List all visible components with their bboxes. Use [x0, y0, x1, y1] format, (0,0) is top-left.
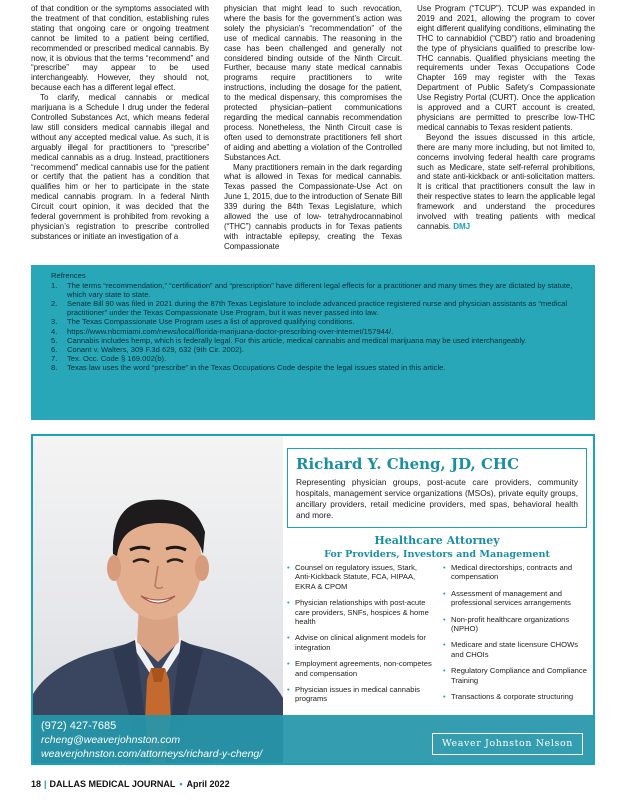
article-column-2 [224, 4, 402, 260]
reference-item [51, 363, 583, 372]
reference-text: Cannabis includes hemp, which is federally legal. For this article, medical cannabis and medical marijuana may be used interchangeably. [67, 335, 527, 345]
email-link[interactable]: rcheng@weaverjohnston.com [41, 734, 181, 746]
attorney-description: Representing physician groups, post-acute care providers, community hospitals, management service organizations (MSOs), private equity groups, ancillary providers, retail medicine providers, med spas, behavioral health and more. [296, 477, 578, 520]
article-column-3 [417, 4, 595, 260]
reference-item [51, 327, 583, 336]
article-columns [31, 4, 595, 260]
attorney-nameplate [287, 448, 587, 528]
attorney-advertisement [31, 434, 595, 765]
reference-number: 5. [51, 335, 58, 345]
reference-item [51, 281, 583, 299]
service-item: • Medical directorships, contracts and compensation [443, 563, 589, 582]
service-item: • Non-profit healthcare organizations (NPHO) [443, 615, 589, 634]
paragraph: physician that might lead to such revocation, where the basis for the government’s action was solely the physician’s “recommendation” of the use of medical cannabis. The reasoning in the case has been challenged and generally not considered binding outside of the Ninth Circuit. Further, because many state medical cannabis programs require practitioners to write instructions, including the dosage for the patient, to the medical dispensary, this compromises the protected physician–patient communications regarding the medical cannabis recommendation process. Nonetheless, the Ninth Circuit case is often used to demonstrate practitioners fell short of aiding and abetting a violation of the Controlled Substances Act. [224, 4, 402, 162]
service-item: • Transactions & corporate structuring [443, 692, 589, 701]
reference-text: Tex. Occ. Code § 169.002(b). [67, 353, 167, 363]
paragraph [417, 133, 595, 232]
reference-text: The Texas Compassionate Use Program uses a list of approved qualifying conditions. [67, 317, 355, 327]
reference-text: Conant v. Walters, 309 F.3d 629, 632 (9th Cir. 2002). [67, 344, 244, 354]
reference-number: 2. [51, 299, 58, 309]
references-box [31, 265, 595, 420]
reference-number: 4. [51, 326, 58, 336]
reference-item [51, 336, 583, 345]
service-item: • Employment agreements, non-competes and compensation [287, 659, 433, 678]
attorney-photo [33, 436, 283, 763]
reference-text: The terms “recommendation,” “certification” and “prescription” have different legal effects for a practitioner and many times they are dictated by statute, which vary state to state. [67, 281, 573, 300]
page-number: 18 [31, 779, 42, 789]
service-item: • Assessment of management and professional services arrangements [443, 589, 589, 608]
contact-bar [33, 715, 593, 763]
firm-logo: Weaver Johnston Nelson [432, 733, 583, 755]
reference-number: 6. [51, 344, 58, 354]
attorney-name: Richard Y. Cheng, JD, CHC [296, 455, 520, 473]
reference-number: 7. [51, 353, 58, 363]
reference-number: 1. [51, 281, 58, 291]
issue-date: April 2022 [186, 779, 230, 789]
reference-number: 3. [51, 317, 58, 327]
paragraph: To clarify, medical cannabis or medical marijuana is a Schedule I drug under the federal Controlled Substances Act, which means federal law still considers medical cannabis illegal and without any accepted medical value. As such, it is arguably illegal for practitioners to “prescribe” medical cannabis as a drug. Instead, practitioners “recommend” medical cannabis use for the patient or certify that the patient has a condition that qualifies him or her to participate in the state medical cannabis program. In a federal Ninth Circuit court opinion, it was decided that the federal government is prohibited from revoking a physician’s registration to prescribe controlled substances or initiate an investigation of a [31, 93, 209, 241]
publication-name: DALLAS MEDICAL JOURNAL [49, 779, 176, 789]
reference-item [51, 317, 583, 326]
services-list [287, 563, 589, 711]
footer-separator: | [44, 779, 47, 789]
ad-heading [287, 534, 587, 560]
service-item: • Physician issues in medical cannabis programs [287, 685, 433, 704]
reference-item [51, 345, 583, 354]
services-column-right [443, 563, 589, 711]
services-column-left [287, 563, 433, 711]
reference-text: Texas law uses the word “prescribe” in the Texas Occupations Code despite the legal issues stated in this article. [67, 362, 446, 372]
paragraph: Use Program (“TCUP”). TCUP was expanded in 2019 and 2021, allowing the program to cover eight different qualifying conditions, eliminating the THC to cannabidiol (“CBD”) ratio and broadening the type of physicians qualified to prescribe low-THC cannabis. Qualified physicians meeting the requirements under Texas Occupations Code Chapter 169 may register with the Texas Department of Public Safety’s Compassionate Use Registry Portal (CURT). Once the application is approved and a CURT account is created, physicians are permitted to prescribe low-THC medical cannabis to Texas resident patients. [417, 4, 595, 132]
ad-subtitle: For Providers, Investors and Management [324, 549, 550, 560]
service-item: • Counsel on regulatory issues, Stark, Anti-Kickback Statute, FCA, HIPAA, EKRA & CPOM [287, 563, 433, 591]
service-item: • Physician relationships with post-acute care providers, SNFs, hospices & home health [287, 598, 433, 626]
article-column-1 [31, 4, 209, 260]
reference-item [51, 354, 583, 363]
paragraph: of that condition or the symptoms associated with the treatment of that condition, establishing rules stating that ongoing care or ongoing treatment cannot be limited to a patient being certified, recommended or prescribed medical cannabis. By now, it is obvious that the terms “recommend” and “prescribe” may appear to be used interchangeably. However, they should not, because each has a different legal effect. [31, 4, 209, 93]
reference-item [51, 299, 583, 317]
reference-text: Senate Bill 90 was filed in 2021 during the 87th Texas Legislature to include advanced practice registered nurse and physician assistants as “medical practitioner” under the Texas Compassionate Use Program, but it was never passed into law. [67, 299, 568, 318]
service-item: • Advise on clinical alignment models for integration [287, 633, 433, 652]
portrait-illustration [33, 436, 283, 763]
footer-bullet: • [179, 779, 183, 789]
service-item: • Medicare and state licensure CHOWs and CHOIs [443, 640, 589, 659]
page-footer [31, 779, 230, 789]
ad-title: Healthcare Attorney [374, 534, 500, 547]
references-title: Refrences [51, 271, 86, 280]
references-list [51, 281, 583, 372]
reference-link[interactable]: https://www.nbcmiami.com/news/local/florida-marijuana-doctor-prescribing-over-internet/157944/. [67, 326, 394, 336]
paragraph-text: Beyond the issues discussed in this article, there are many more including, but not limited to, concerns involving federal health care programs such as Medicare, state self-referral prohibitions, and state anti-kickback or anti-solicitation matters. It is critical that practitioners consult the law in their respective states to learn the applicable legal framework and understand the procedures involved with treating patients with medical cannabis. [417, 132, 595, 231]
website-link[interactable]: weaverjohnston.com/attorneys/richard-y-cheng/ [41, 748, 263, 760]
phone-number[interactable]: (972) 427-7685 [41, 720, 117, 732]
service-item: • Regulatory Compliance and Compliance Training [443, 666, 589, 685]
paragraph: Many practitioners remain in the dark regarding what is allowed in Texas for medical cannabis. Texas passed the Compassionate-Use Act on June 1, 2015, due to the introduction of Senate Bill 339 during the 84th Texas Legislature, which allowed the use of low- tetrahydrocannabinol (“THC”) cannabis products in for Texas patients with intractable epilepsy, creating the Texas Compassionate [224, 162, 402, 251]
reference-number: 8. [51, 362, 58, 372]
article-signature: DMJ [453, 221, 471, 231]
